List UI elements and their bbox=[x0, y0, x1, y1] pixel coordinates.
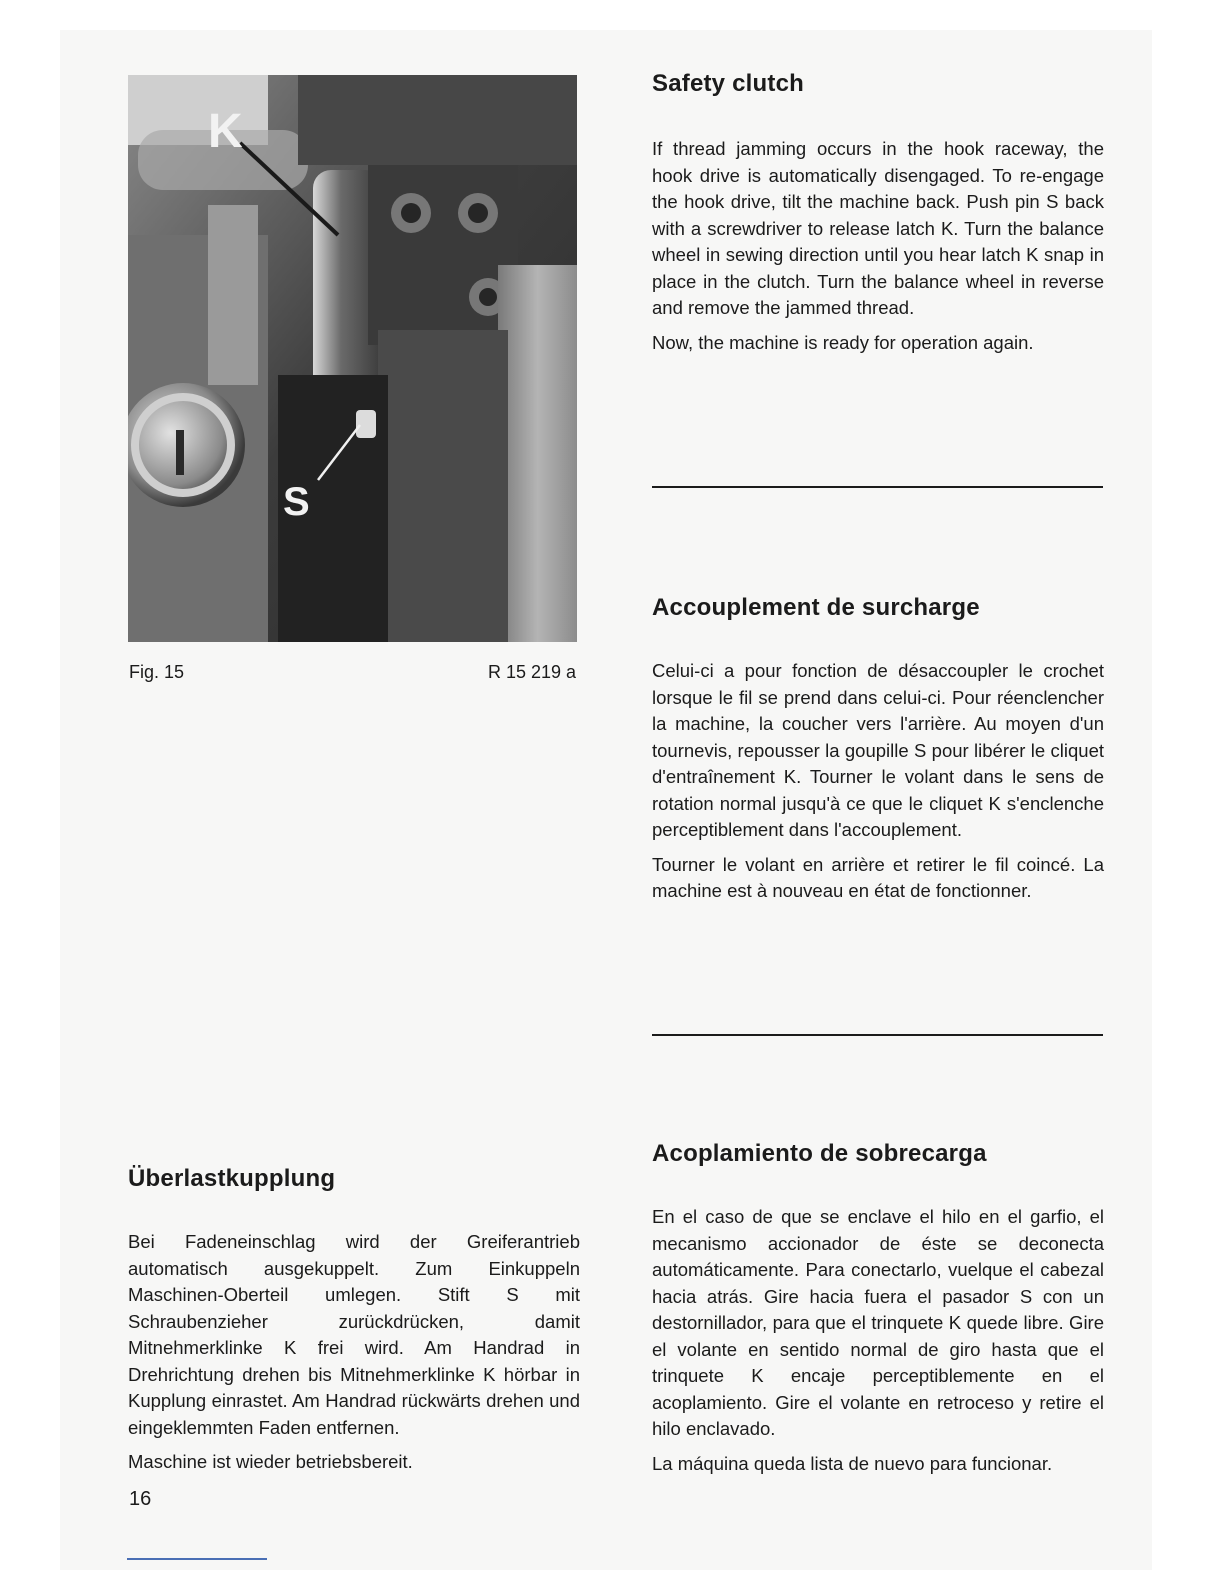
german-section bbox=[128, 1165, 580, 1484]
french-heading: Accouplement de surcharge bbox=[652, 594, 980, 621]
german-paragraph-2: Maschine ist wieder betriebsbereit. bbox=[128, 1451, 413, 1472]
english-paragraph-1: If thread jamming occurs in the hook raceway, the hook drive is automatically disengaged. To re-engage the hook drive, tilt the machine back. Push pin S back with a screwdriver to release latch K. Turn the balance wheel in sewing direction until you hear latch K snap in place in the clutch. Turn the balance wheel in reverse and remove the jammed thread. bbox=[652, 138, 1104, 318]
spanish-paragraph-1: En el caso de que se enclave el hilo en el garfio, el mecanismo accionador de éste se deconecta automáticamente. Para conectarlo, vuelque el cabezal hacia atrás. Gire hacia fuera el pasador S con un destornillador, para que el trinquete K quede libre. Gire el volante en sentido normal de giro hasta que el trinquete K encaje perceptiblemente en el acoplamiento. Gire el volante en retroceso y retire el hilo enclavado. bbox=[652, 1206, 1104, 1439]
knob-slot bbox=[176, 430, 184, 475]
spanish-heading: Acoplamiento de sobrecarga bbox=[652, 1140, 987, 1167]
spanish-paragraph-2: La máquina queda lista de nuevo para funcionar. bbox=[652, 1452, 1053, 1474]
mounting-block bbox=[368, 165, 518, 345]
french-paragraph-2: Tourner le volant en arrière et retirer le fil coincé. La machine est à nouveau en état de fonctionner. bbox=[652, 853, 1104, 901]
english-paragraph-2: Now, the machine is ready for operation again. bbox=[652, 331, 1034, 353]
french-paragraph-1: Celui-ci a pour fonction de désaccoupler le crochet lorsque le fil se prend dans celui-ci. Pour réenclencher la machine, la coucher vers l'arrière. Au moyen d'un tournevis, repousser la goupille S pour libérer le cliquet d'entraînement K. Tourner le volant dans le sens de rotation normal jusqu'à ce que le cliquet K s'enclenche perceptiblement dans l'accouplement. bbox=[652, 660, 1104, 840]
german-heading: Überlastkupplung bbox=[128, 1165, 336, 1192]
callout-k: K bbox=[208, 105, 243, 158]
screw-hole-1 bbox=[401, 203, 421, 223]
vertical-bar bbox=[208, 205, 258, 385]
scan-edge-mark bbox=[127, 1558, 267, 1560]
english-section bbox=[652, 70, 1104, 364]
section-divider-2 bbox=[652, 1034, 1103, 1036]
screw-hole-3 bbox=[479, 288, 497, 306]
casting-housing bbox=[498, 265, 577, 642]
screw-hole-2 bbox=[468, 203, 488, 223]
pin-s bbox=[356, 410, 376, 438]
figure-reference: R 15 219 a bbox=[488, 662, 577, 682]
callout-s: S bbox=[283, 480, 310, 524]
figure-photo bbox=[128, 75, 577, 642]
figure-label: Fig. 15 bbox=[129, 662, 185, 682]
lower-block bbox=[378, 330, 508, 642]
spanish-section bbox=[652, 1140, 1104, 1485]
page-number: 16 bbox=[129, 1488, 152, 1510]
english-heading: Safety clutch bbox=[652, 70, 804, 97]
german-paragraph-1: Bei Fadeneinschlag wird der Greiferantrieb automatisch ausgekuppelt. Zum Einkuppeln Maschinen-Oberteil umlegen. Stift S mit Schraubenzieher zurückdrücken, damit Mitnehmerklinke K frei wird. Am Handrad in Drehrichtung drehen bis Mitnehmerklinke K hörbar in Kupplung einrastet. Am Handrad rückwärts drehen und eingeklemmten Faden entfernen. bbox=[128, 1231, 580, 1438]
section-divider-1 bbox=[652, 486, 1103, 488]
french-section bbox=[652, 594, 1104, 913]
top-shadow bbox=[298, 75, 577, 165]
